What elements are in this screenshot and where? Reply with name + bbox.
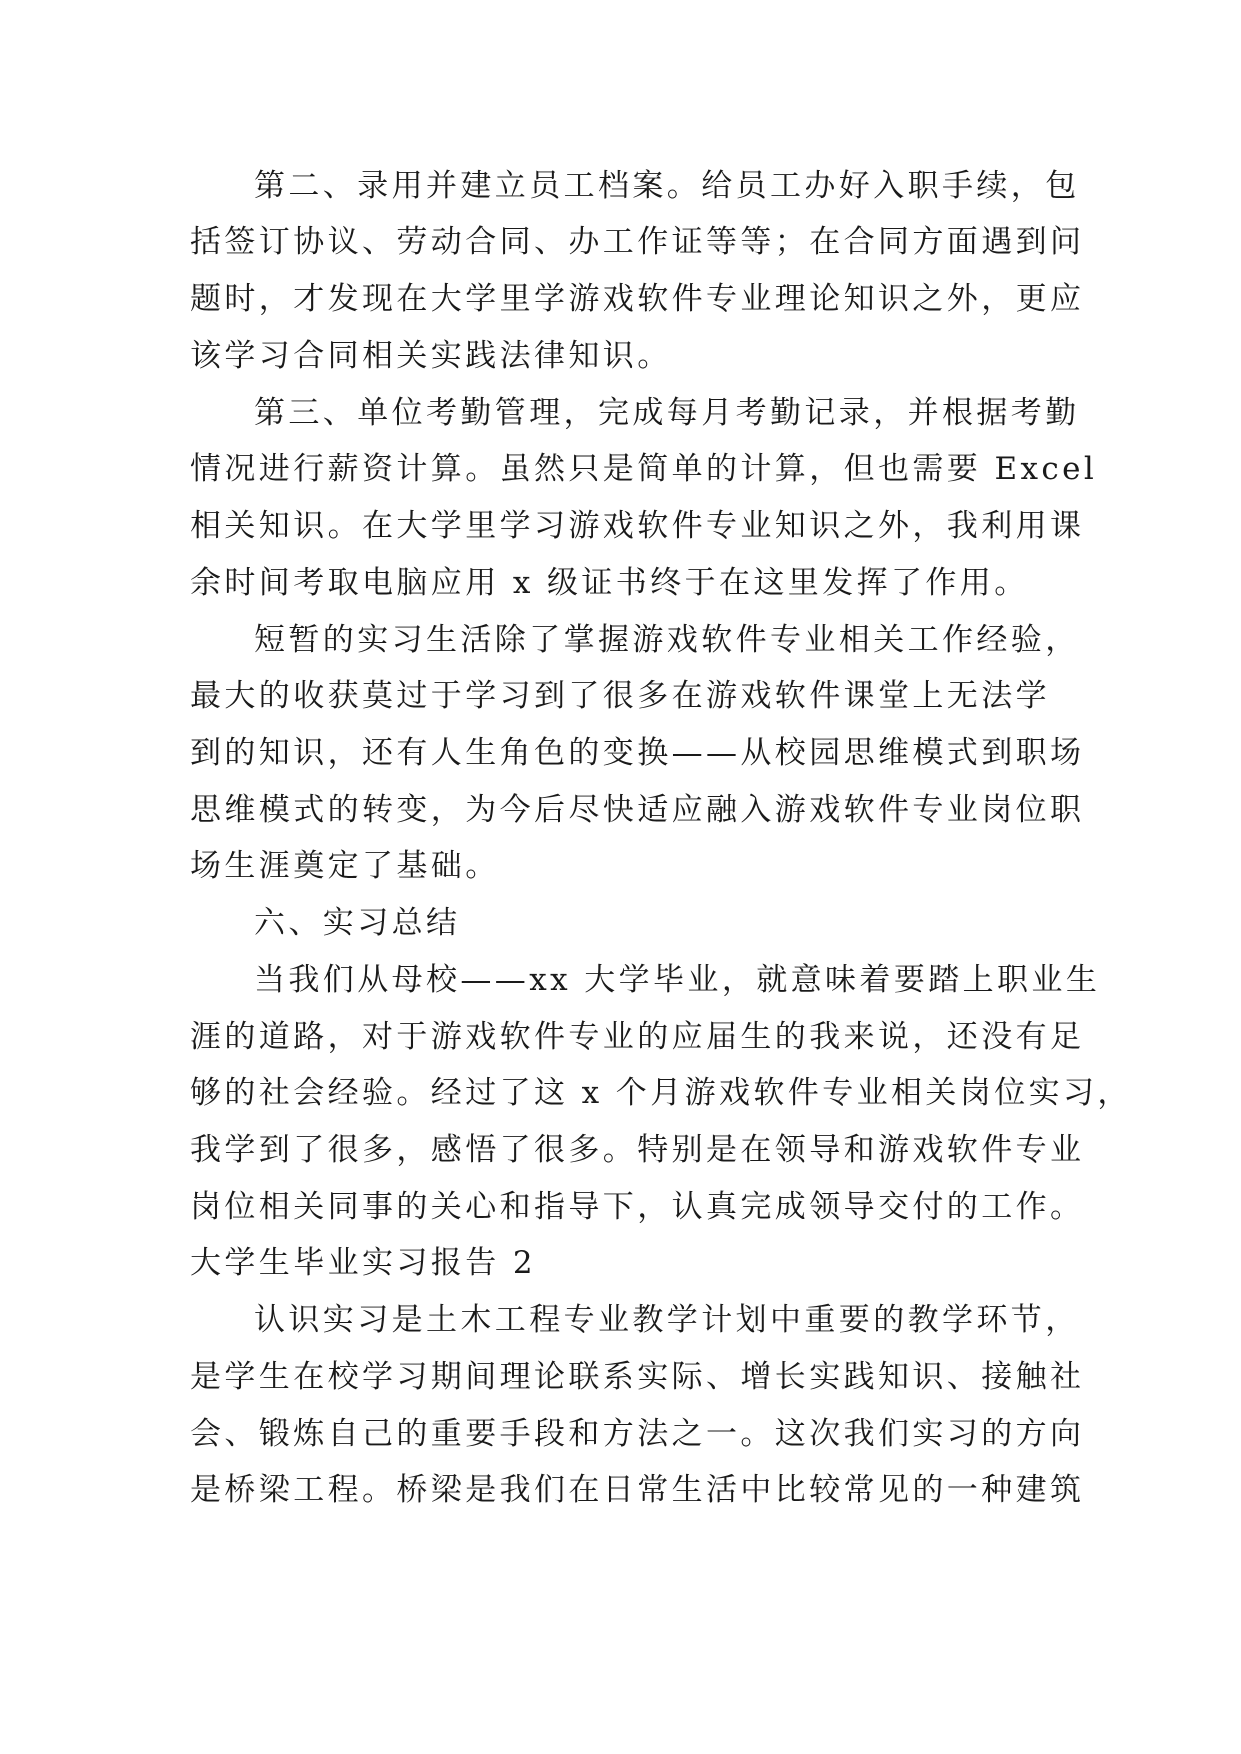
paragraph-line: 岗位相关同事的关心和指导下，认真完成领导交付的工作。: [190, 1189, 1085, 1225]
paragraph-line: 该学习合同相关实践法律知识。: [190, 338, 672, 374]
paragraph-line: 最大的收获莫过于学习到了很多在游戏软件课堂上无法学: [190, 678, 1050, 714]
paragraph-line: 我学到了很多，感悟了很多。特别是在领导和游戏软件专业: [190, 1132, 1085, 1168]
paragraph-line: 思维模式的转变，为今后尽快适应融入游戏软件专业岗位职: [190, 792, 1085, 828]
paragraph-line: 到的知识，还有人生角色的变换——从校园思维模式到职场: [190, 735, 1085, 771]
paragraph-line: 第二、录用并建立员工档案。给员工办好入职手续，包: [254, 168, 1080, 204]
paragraph-line: 情况进行薪资计算。虽然只是简单的计算，但也需要 Excel: [190, 451, 1098, 487]
paragraph-line: 相关知识。在大学里学习游戏软件专业知识之外，我利用课: [190, 508, 1085, 544]
paragraph-line: 括签订协议、劳动合同、办工作证等等；在合同方面遇到问: [190, 224, 1085, 260]
paragraph-line: 余时间考取电脑应用 x 级证书终于在这里发挥了作用。: [190, 565, 1029, 601]
paragraph-line: 够的社会经验。经过了这 x 个月游戏软件专业相关岗位实习，: [190, 1075, 1132, 1111]
paragraph-line: 是学生在校学习期间理论联系实际、增长实践知识、接触社: [190, 1359, 1085, 1395]
paragraph-line: 认识实习是土木工程专业教学计划中重要的教学环节，: [254, 1302, 1080, 1338]
paragraph-line: 场生涯奠定了基础。: [190, 848, 500, 884]
paragraph-line: 会、锻炼自己的重要手段和方法之一。这次我们实习的方向: [190, 1416, 1085, 1452]
paragraph-line: 第三、单位考勤管理，完成每月考勤记录，并根据考勤: [254, 395, 1080, 431]
section-heading: 六、实习总结: [254, 905, 461, 941]
paragraph-line: 短暂的实习生活除了掌握游戏软件专业相关工作经验，: [254, 622, 1080, 658]
paragraph-line: 是桥梁工程。桥梁是我们在日常生活中比较常见的一种建筑: [190, 1472, 1085, 1508]
paragraph-line: 当我们从母校——xx 大学毕业，就意味着要踏上职业生: [254, 962, 1101, 998]
paragraph-line: 题时，才发现在大学里学游戏软件专业理论知识之外，更应: [190, 281, 1085, 317]
paragraph-line: 涯的道路，对于游戏软件专业的应届生的我来说，还没有足: [190, 1019, 1085, 1055]
report-title: 大学生毕业实习报告 2: [190, 1245, 536, 1281]
